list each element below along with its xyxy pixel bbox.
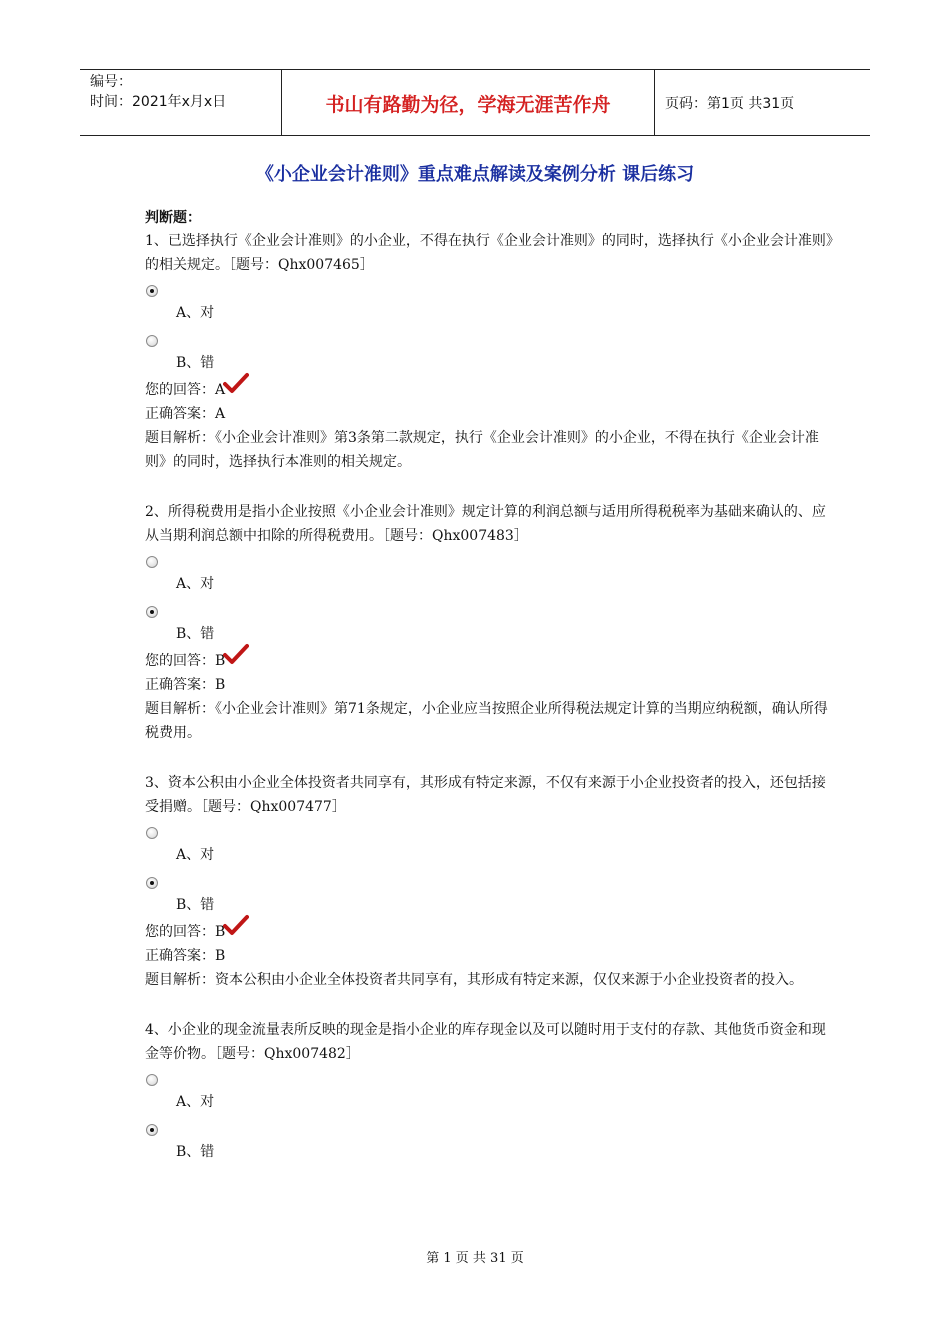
option-label: A、对 xyxy=(176,576,215,592)
option-label: A、对 xyxy=(176,305,215,321)
analysis-text: 题目解析：资本公积由小企业全体投资者共同享有，其形成有特定来源，仅仅来源于小企业投资者的投入。 xyxy=(145,972,803,988)
option-label: B、错 xyxy=(176,355,215,371)
header-top-rule xyxy=(80,69,870,70)
radio-button[interactable] xyxy=(146,1074,158,1086)
radio-button-selected[interactable] xyxy=(146,285,158,297)
header-motto: 书山有路勤为径，学海无涯苦作舟 xyxy=(325,94,611,116)
checkmark-icon xyxy=(225,649,249,669)
option-a[interactable] xyxy=(145,548,835,598)
option-a[interactable] xyxy=(145,277,835,327)
question-2 xyxy=(145,500,835,745)
radio-button[interactable] xyxy=(146,335,158,347)
your-answer-value: B xyxy=(215,924,226,940)
header-meta xyxy=(90,72,226,112)
your-answer-line xyxy=(145,649,835,673)
correct-answer-value: A xyxy=(215,406,226,422)
your-answer-value: A xyxy=(215,382,226,398)
option-label: B、错 xyxy=(176,626,215,642)
your-answer-value: B xyxy=(215,653,226,669)
your-answer-line xyxy=(145,378,835,402)
correct-answer-value: B xyxy=(215,677,226,693)
header-divider-right xyxy=(654,69,655,135)
correct-answer-line xyxy=(145,402,835,426)
option-b[interactable] xyxy=(145,598,835,648)
your-answer-label: 您的回答： xyxy=(145,653,215,669)
radio-button-selected[interactable] xyxy=(146,606,158,618)
option-a[interactable] xyxy=(145,819,835,869)
section-label: 判断题： xyxy=(145,210,201,226)
question-text: 4、小企业的现金流量表所反映的现金是指小企业的库存现金以及可以随时用于支付的存款、其他货币资金和现金等价物。［题号：Qhx007482］ xyxy=(145,1022,826,1062)
header-page-label: 页码：第1页 共31页 xyxy=(665,96,795,112)
option-a[interactable] xyxy=(145,1066,835,1116)
radio-button[interactable] xyxy=(146,827,158,839)
your-answer-line xyxy=(145,920,835,944)
number-label: 编号： xyxy=(90,74,132,90)
document-title: 《小企业会计准则》重点难点解读及案例分析 课后练习 xyxy=(255,164,695,185)
your-answer-label: 您的回答： xyxy=(145,924,215,940)
option-b[interactable] xyxy=(145,327,835,377)
analysis-text: 题目解析：《小企业会计准则》第71条规定，小企业应当按照企业所得税法规定计算的当期应纳税额，确认所得税费用。 xyxy=(145,701,828,741)
question-text: 1、已选择执行《企业会计准则》的小企业，不得在执行《企业会计准则》的同时，选择执行《小企业会计准则》的相关规定。［题号：Qhx007465］ xyxy=(145,233,833,273)
analysis-text: 题目解析：《小企业会计准则》第3条第二款规定，执行《企业会计准则》的小企业，不得在执行《企业会计准则》的同时，选择执行本准则的相关规定。 xyxy=(145,430,819,470)
option-b[interactable] xyxy=(145,869,835,919)
correct-answer-line xyxy=(145,673,835,697)
time-label: 时间：2021年x月x日 xyxy=(90,94,227,110)
header-bottom-rule xyxy=(80,135,870,136)
radio-button[interactable] xyxy=(146,556,158,568)
question-3 xyxy=(145,771,835,992)
question-4 xyxy=(145,1018,835,1166)
option-label: B、错 xyxy=(176,1144,215,1160)
correct-answer-line xyxy=(145,944,835,968)
correct-answer-label: 正确答案： xyxy=(145,406,215,422)
question-1 xyxy=(145,229,835,474)
correct-answer-label: 正确答案： xyxy=(145,948,215,964)
question-text: 2、所得税费用是指小企业按照《小企业会计准则》规定计算的利润总额与适用所得税税率为基础来确认的、应从当期利润总额中扣除的所得税费用。［题号：Qhx007483］ xyxy=(145,504,826,544)
option-label: A、对 xyxy=(176,847,215,863)
your-answer-label: 您的回答： xyxy=(145,382,215,398)
option-label: B、错 xyxy=(176,897,215,913)
checkmark-icon xyxy=(225,378,249,398)
header-divider-left xyxy=(281,69,282,135)
question-text: 3、资本公积由小企业全体投资者共同享有，其形成有特定来源，不仅有来源于小企业投资者的投入，还包括接受捐赠。［题号：Qhx007477］ xyxy=(145,775,826,815)
document-body xyxy=(145,207,835,1192)
radio-button-selected[interactable] xyxy=(146,1124,158,1136)
option-label: A、对 xyxy=(176,1094,215,1110)
page-footer: 第 1 页 共 31 页 xyxy=(426,1251,524,1266)
checkmark-icon xyxy=(225,920,249,940)
correct-answer-value: B xyxy=(215,948,226,964)
radio-button-selected[interactable] xyxy=(146,877,158,889)
option-b[interactable] xyxy=(145,1116,835,1166)
correct-answer-label: 正确答案： xyxy=(145,677,215,693)
